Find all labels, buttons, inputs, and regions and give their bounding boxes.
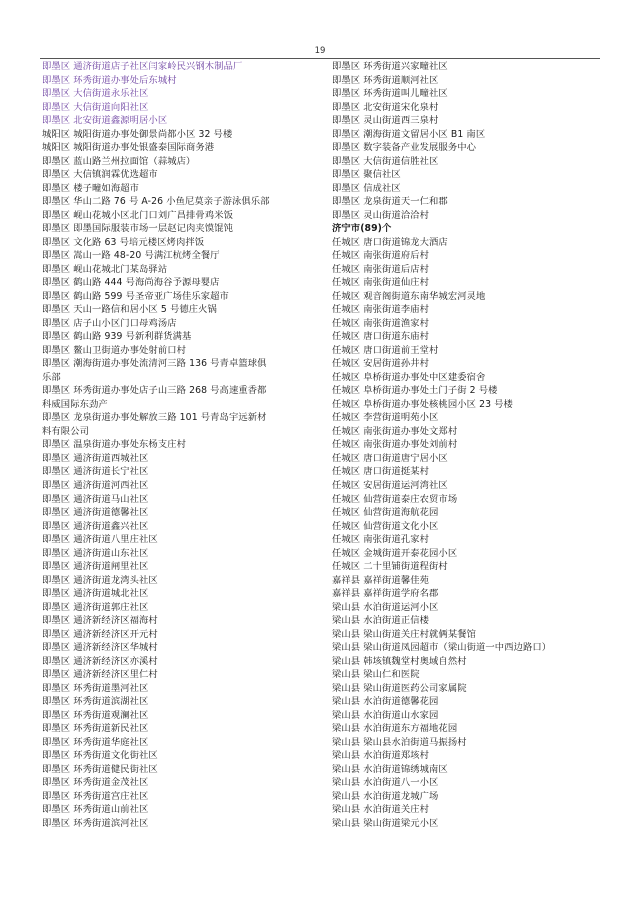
list-item: 梁山县 水泊街道运河小区 [332, 601, 439, 613]
list-item: 梁山县 水泊街道正信楼 [332, 615, 430, 627]
list-item: 任城区 二十里铺街道程街村 [332, 561, 448, 573]
list-item: 即墨区 灵山街道洽洽村 [332, 209, 430, 221]
list-item: 任城区 仙营街道文化小区 [332, 520, 439, 532]
list-item: 任城区 南张街道办事处刘前村 [332, 439, 458, 451]
list-item: 即墨区 环秀街道华庭社区 [42, 736, 149, 748]
list-item: 嘉祥县 嘉祥街道馨佳苑 [332, 574, 430, 586]
list-item: 即墨区 环秀街道金茂社区 [42, 777, 149, 789]
list-item: 任城区 唐口街道挺某村 [332, 466, 430, 478]
list-item: 即墨区 通济街道郭庄社区 [42, 601, 149, 613]
list-item: 任城区 仙营街道泰庄农贸市场 [332, 493, 458, 505]
list-item: 即墨区 环秀街道办事处店子山三路 268 号高速重香都 [42, 385, 267, 397]
list-item: 即墨区 潮海街道办事处流清河三路 136 号青卓篮球俱 [42, 358, 267, 370]
list-item: 梁山县 梁山仁和医院 [332, 669, 420, 681]
list-item: 即墨区 信成社区 [332, 182, 401, 194]
list-item: 梁山县 梁山街道梁元小区 [332, 817, 439, 829]
list-item: 梁山县 水泊街道郑垓村 [332, 750, 430, 762]
list-item: 即墨区 鹤山路 444 号海尚海谷予源母婴店 [42, 277, 220, 289]
list-item: 即墨区 潮海街道文留居小区 B1 南区 [332, 128, 486, 140]
list-item: 即墨区 环秀街道滨湖社区 [42, 696, 149, 708]
list-item: 即墨区 环秀街道观澜社区 [42, 709, 149, 721]
list-item: 即墨区 通济街道德馨社区 [42, 507, 149, 519]
list-item: 任城区 安居街道运河湾社区 [332, 479, 448, 491]
list-item: 即墨区 大信街道向阳社区 [42, 101, 149, 113]
list-item: 任城区 阜桥街道办事处中区建委宿舍 [332, 371, 486, 383]
list-item: 任城区 阜桥街道办事处核桃园小区 23 号楼 [332, 398, 513, 410]
list-item: 即墨区 环秀街道文化街社区 [42, 750, 158, 762]
list-item: 梁山县 韩垓镇魏堂村奥域自然村 [332, 655, 467, 667]
list-item: 任城区 安居街道孙井村 [332, 358, 430, 370]
list-item: 即墨区 北安街道宋化泉村 [332, 101, 439, 113]
list-item: 即墨区 天山一路信和居小区 5 号德庄火锅 [42, 304, 217, 316]
list-item: 任城区 金城街道开泰花园小区 [332, 547, 458, 559]
list-item: 梁山县 水泊街道锦绣城南区 [332, 763, 448, 775]
list-item: 即墨区 环秀街道山前社区 [42, 804, 149, 816]
list-item: 梁山县 梁山街道医药公司家属院 [332, 682, 467, 694]
list-item: 即墨区 龙泉街道办事处解放三路 101 号青岛宇远新材 [42, 412, 267, 424]
list-item: 即墨区 大信街道信胜社区 [332, 155, 439, 167]
list-item: 即墨区 通济新经济区亦溪村 [42, 655, 158, 667]
list-item: 任城区 唐口街道唐宁居小区 [332, 452, 448, 464]
list-item: 即墨区 通济新经济区福海村 [42, 615, 158, 627]
list-item: 即墨区 数字装备产业发展服务中心 [332, 142, 477, 154]
list-item: 梁山县 水泊街道关庄村 [332, 804, 430, 816]
list-item: 即墨区 岘山花城北门某岛驿站 [42, 263, 168, 275]
left-column [42, 60, 324, 830]
list-item: 即墨区 店子山小区门口母鸡汤店 [42, 317, 177, 329]
list-item: 即墨区 环秀街道叫儿疃社区 [332, 88, 448, 100]
list-item: 即墨区 通济新经济区开元村 [42, 628, 158, 640]
list-item: 即墨区 蓝山路兰州拉面馆（蒜城店） [42, 155, 196, 167]
list-item: 即墨区 环秀街道新民社区 [42, 723, 149, 735]
list-item: 即墨区 灵山街道西三泉村 [332, 115, 439, 127]
list-item: 即墨区 龙泉街道天一仁和郡 [332, 196, 448, 208]
list-item: 任城区 南张街道后店村 [332, 263, 430, 275]
list-item: 即墨区 通济街道店子社区闫家岭民兴钢木制品厂 [42, 61, 243, 72]
list-item: 即墨区 环秀街道办事处后东城村 [42, 74, 177, 86]
list-item: 即墨区 通济街道西城社区 [42, 452, 149, 464]
list-item: 即墨区 温泉街道办事处东杨支庄村 [42, 439, 187, 451]
list-item: 梁山县 水泊街道龙城广场 [332, 790, 439, 802]
list-item: 即墨区 环秀街道宫庄社区 [42, 790, 149, 802]
list-item: 任城区 南张街道府后村 [332, 250, 430, 262]
list-item: 任城区 唐口街道东庙村 [332, 331, 430, 343]
list-item: 即墨区 通济街道八里庄社区 [42, 534, 158, 546]
right-column [332, 60, 602, 830]
list-item: 任城区 仙营街道海航花园 [332, 507, 439, 519]
list-item: 任城区 南张街道办事处文郑村 [332, 425, 458, 437]
list-item: 任城区 李营街道明苑小区 [332, 412, 439, 424]
list-item: 即墨区 环秀街道健民街社区 [42, 763, 158, 775]
list-item: 梁山县 水泊街道八一小区 [332, 777, 439, 789]
list-item: 城阳区 城阳街道办事处御景尚都小区 32 号楼 [42, 128, 233, 140]
list-item: 即墨区 鳌山卫街道办事处射前口村 [42, 344, 187, 356]
list-item: 梁山县 水泊街道东方福地花园 [332, 723, 458, 735]
list-item: 任城区 南张街道渔家村 [332, 317, 430, 329]
page-number: 19 [314, 46, 326, 56]
list-item: 梁山县 梁山街道关庄村就俩某餐馆 [332, 628, 477, 640]
section-heading: 济宁市(89)个 [332, 223, 392, 235]
list-item: 任城区 观音阁街道东南华城宏河灵地 [332, 290, 486, 302]
list-item: 即墨区 通济街道马山社区 [42, 493, 149, 505]
list-item: 梁山县 梁山县水泊街道马振扬村 [332, 736, 467, 748]
list-item: 即墨区 通济街道长宁社区 [42, 466, 149, 478]
list-item: 即墨区 北安街道鑫源明居小区 [42, 115, 168, 127]
list-item: 即墨区 楼子疃如海超市 [42, 182, 140, 194]
list-item: 即墨区 通济街道城北社区 [42, 588, 149, 600]
list-item: 梁山县 水泊街道山水家园 [332, 709, 439, 721]
list-item: 任城区 南张街道仙庄村 [332, 277, 430, 289]
list-item: 即墨区 通济街道鑫兴社区 [42, 520, 149, 532]
list-item: 料有限公司 [42, 425, 89, 437]
list-item: 即墨区 环秀街道滨河社区 [42, 817, 149, 829]
list-item: 即墨区 岘山花城小区北门口刘广昌排骨鸡米饭 [42, 209, 233, 221]
list-item: 任城区 唐口街道前王堂村 [332, 344, 439, 356]
list-item: 任城区 阜桥街道办事处土门子街 2 号楼 [332, 385, 498, 397]
list-item: 即墨区 大信镇润霖优选超市 [42, 169, 158, 181]
list-item: 梁山县 水泊街道德馨花园 [332, 696, 439, 708]
list-item: 即墨区 即墨国际服装市场一层赵记肉夹馍馄饨 [42, 223, 233, 235]
list-item: 任城区 唐口街道锦龙大酒店 [332, 236, 448, 248]
list-item: 即墨区 华山二路 76 号 A-26 小鱼尼莫亲子游泳俱乐部 [42, 196, 270, 208]
header-divider [40, 58, 600, 59]
list-item: 即墨区 嵩山一路 48-20 号满江杭烤全餐厅 [42, 250, 220, 262]
list-item: 即墨区 大信街道永乐社区 [42, 88, 149, 100]
list-item: 即墨区 通济街道闸里社区 [42, 561, 149, 573]
list-item: 城阳区 城阳街道办事处银盛泰国际商务港 [42, 142, 215, 154]
list-item: 即墨区 通济新经济区里仁村 [42, 669, 158, 681]
list-item: 乐部 [42, 371, 61, 383]
list-item: 即墨区 环秀街道顺河社区 [332, 74, 439, 86]
list-item: 即墨区 鹤山路 939 号新利群货满基 [42, 331, 192, 343]
list-item: 即墨区 通济新经济区华城村 [42, 642, 158, 654]
list-item: 即墨区 环秀街道兴家疃社区 [332, 61, 448, 72]
list-item: 即墨区 鹤山路 599 号圣帝亚广场佳乐家超市 [42, 290, 229, 302]
list-item: 即墨区 通济街道山东社区 [42, 547, 149, 559]
list-item: 即墨区 通济街道河西社区 [42, 479, 149, 491]
list-item: 科威国际东劲产 [42, 398, 108, 410]
list-item: 即墨区 文化路 63 号培元楼区烤肉拌饭 [42, 236, 205, 248]
list-item: 梁山县 梁山街道凤园超市（梁山街道一中西边路口） [332, 642, 552, 654]
list-item: 即墨区 聚信社区 [332, 169, 401, 181]
list-item: 即墨区 环秀街道墨河社区 [42, 682, 149, 694]
list-item: 任城区 南张街道李庙村 [332, 304, 430, 316]
list-item: 嘉祥县 嘉祥街道学府名郡 [332, 588, 439, 600]
list-item: 任城区 南张街道孔家村 [332, 534, 430, 546]
list-item: 即墨区 通济街道龙湾头社区 [42, 574, 158, 586]
